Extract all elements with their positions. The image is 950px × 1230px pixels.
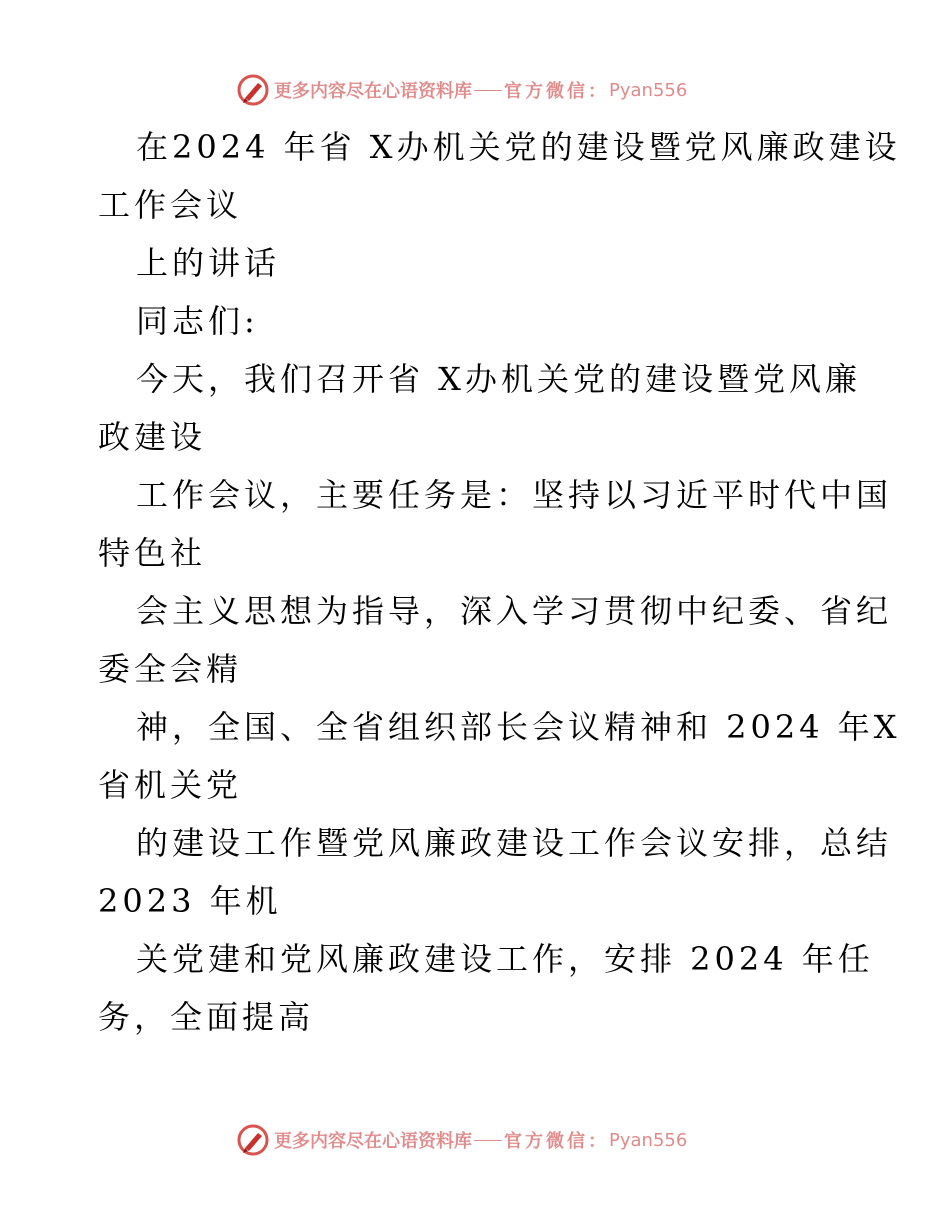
text-line: 2023 年机 (98, 882, 282, 920)
text-line: 上的讲话 (136, 244, 281, 282)
watermark-dash (474, 1140, 502, 1141)
watermark-site-text: 更多内容尽在心语资料库 (274, 1131, 472, 1152)
text-line: 省机关党 (98, 766, 243, 804)
text-line: 神，全国、全省组织部长会议精神和 2024 年X (136, 708, 901, 746)
text-line: 政建设 (98, 418, 207, 456)
watermark-contact-label: 官方微信： (504, 81, 609, 102)
text-line: 工作会议 (98, 186, 243, 224)
pen-circle-icon (236, 73, 270, 107)
text-line: 特色社 (98, 534, 207, 572)
watermark-contact-id: Pyan556 (609, 1129, 688, 1151)
watermark-site-text: 更多内容尽在心语资料库 (274, 81, 472, 102)
text-line: 会主义思想为指导，深入学习贯彻中纪委、省纪 (136, 592, 893, 630)
text-line: 的建设工作暨党风廉政建设工作会议安排，总结 (136, 824, 893, 862)
text-line: 今天，我们召开省 X办机关党的建设暨党风廉 (136, 360, 861, 398)
watermark-contact-label: 官方微信： (504, 1131, 609, 1152)
text-line: 工作会议，主要任务是：坚持以习近平时代中国 (136, 476, 893, 514)
text-line: 同志们: (136, 302, 259, 340)
document-body (98, 124, 901, 1052)
watermark-dash (474, 90, 502, 91)
footer-watermark (236, 1123, 687, 1157)
pen-circle-icon (236, 1123, 270, 1157)
text-line: 务，全面提高 (98, 998, 315, 1036)
text-line: 委全会精 (98, 650, 243, 688)
header-watermark (236, 73, 687, 107)
watermark-contact-id: Pyan556 (609, 79, 688, 101)
text-line: 关党建和党风廉政建设工作，安排 2024 年任 (136, 940, 874, 978)
text-line: 在2024 年省 X办机关党的建设暨党风廉政建设 (136, 128, 901, 166)
